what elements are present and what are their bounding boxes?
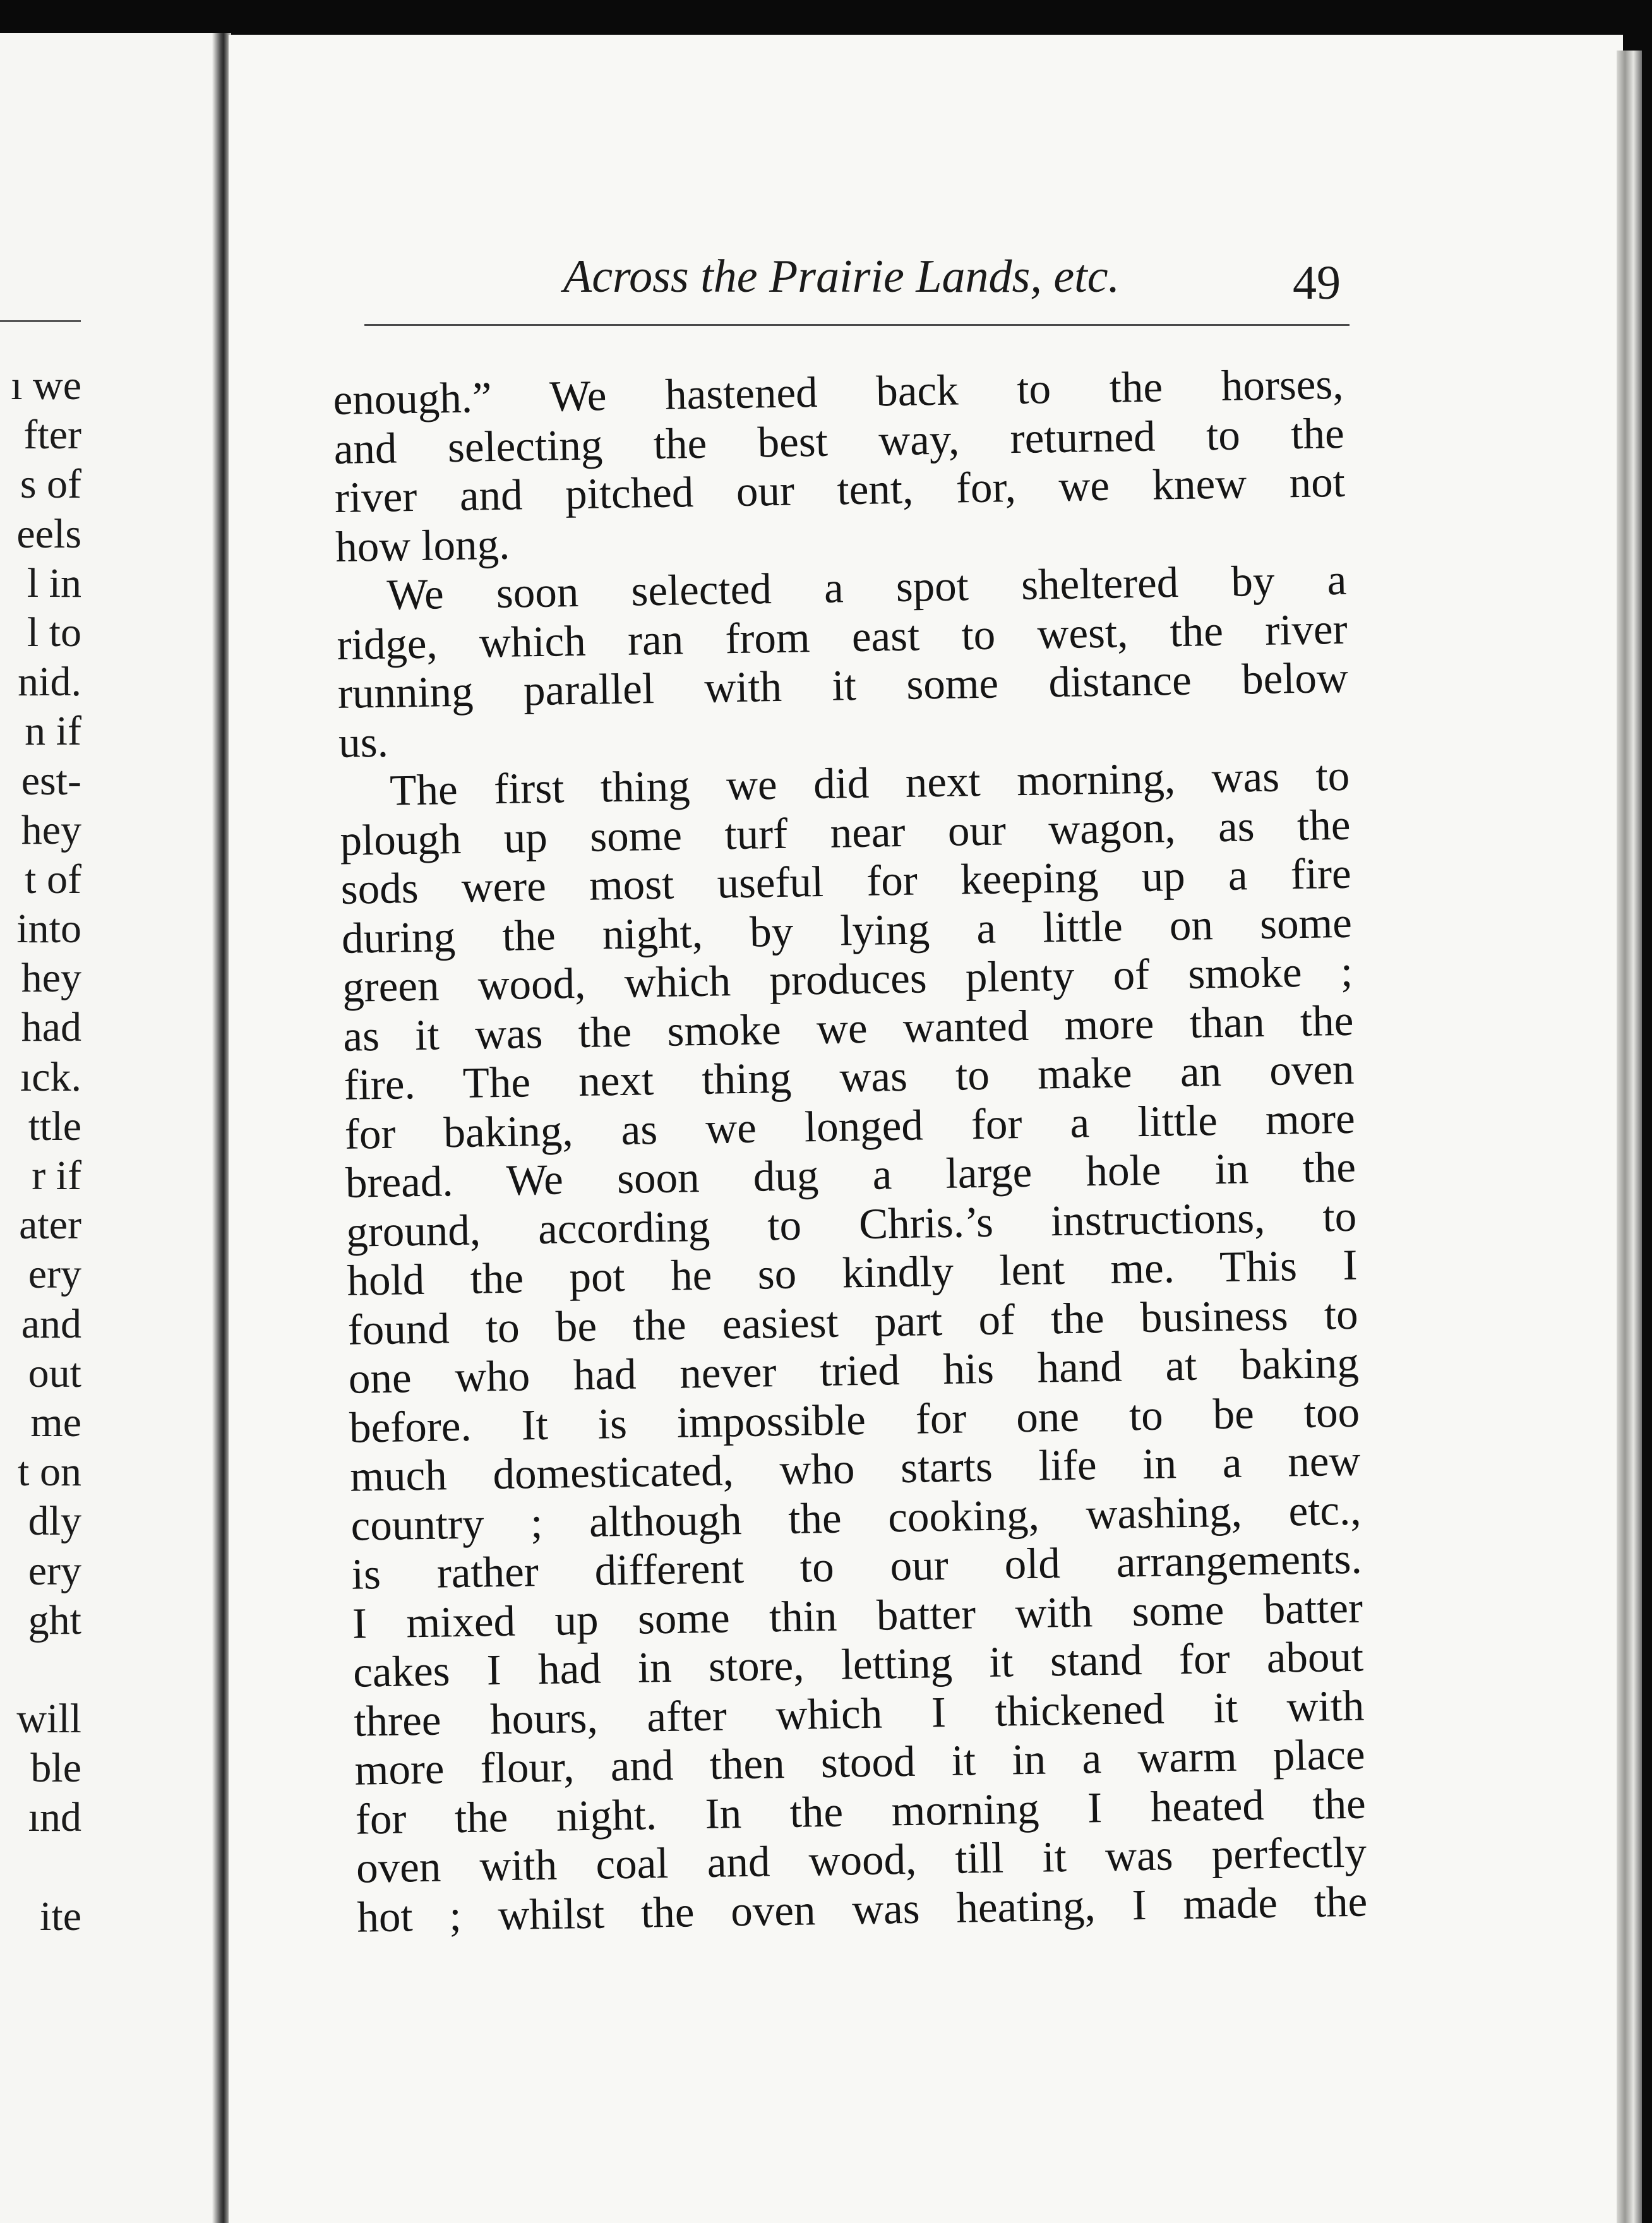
body-line: oven with coal and wood, till it was perfectly bbox=[356, 1828, 1367, 1892]
left-page-fragment: will bbox=[16, 1696, 81, 1742]
left-page-fragment: into bbox=[16, 906, 81, 952]
left-page-text-fragments bbox=[0, 361, 81, 1941]
left-page-fragment: ı we bbox=[11, 363, 81, 409]
left-page-fragment: ınd bbox=[28, 1794, 81, 1841]
header-rule bbox=[364, 324, 1350, 326]
left-page-fragment: nid. bbox=[18, 659, 81, 705]
body-line: more flour, and then stood it in a warm place bbox=[354, 1730, 1366, 1794]
body-line: before. It is impossible for one to be too bbox=[349, 1387, 1360, 1452]
left-page-fragment: ttle bbox=[28, 1103, 81, 1149]
left-page-fragment: dly bbox=[28, 1498, 81, 1545]
body-line: We soon selected a spot sheltered by a bbox=[386, 555, 1347, 619]
page-number: 49 bbox=[1293, 256, 1341, 309]
left-page-fragment: me bbox=[30, 1399, 81, 1446]
left-page-fragment: and bbox=[21, 1300, 81, 1347]
body-line: enough.” We hastened back to the horses, bbox=[333, 359, 1344, 424]
body-line: how long. bbox=[335, 520, 510, 571]
left-page-fragment: ıck. bbox=[20, 1053, 81, 1100]
left-page-fragment: r if bbox=[32, 1153, 81, 1199]
left-page-fragment: ght bbox=[28, 1597, 81, 1643]
body-line: plough up some turf near our wagon, as the bbox=[339, 800, 1351, 865]
body-line: green wood, which produces plenty of smoke ; bbox=[342, 947, 1353, 1011]
body-line: sods were most useful for keeping up a fire bbox=[340, 849, 1352, 913]
left-page-fragment: ery bbox=[28, 1251, 81, 1298]
body-line: fire. The next thing was to make an oven bbox=[344, 1045, 1355, 1109]
body-line: country ; although the cooking, washing, etc., bbox=[350, 1485, 1362, 1550]
left-page bbox=[0, 33, 224, 2223]
body-line: bread. We soon dug a large hole in the bbox=[345, 1142, 1356, 1207]
left-page-fragment: t on bbox=[18, 1449, 81, 1495]
left-page-fragment: fter bbox=[23, 412, 81, 458]
body-line: ridge, which ran from east to west, the river bbox=[337, 604, 1348, 669]
left-page-fragment: eels bbox=[16, 510, 81, 557]
body-line: and selecting the best way, returned to the bbox=[333, 409, 1345, 473]
body-line: cakes I had in store, letting it stand for about bbox=[352, 1632, 1364, 1696]
running-title: Across the Prairie Lands, etc. bbox=[563, 251, 1120, 303]
body-line: three hours, after which I thickened it with bbox=[353, 1681, 1365, 1746]
left-page-rule bbox=[0, 320, 81, 322]
body-line: one who had never tried his hand at baking bbox=[348, 1338, 1360, 1403]
left-page-fragment: est- bbox=[21, 757, 81, 804]
body-line: ground, according to Chris.’s instructions, to bbox=[345, 1192, 1357, 1256]
body-line: I mixed up some thin batter with some batter bbox=[352, 1583, 1363, 1648]
left-page-fragment: t of bbox=[25, 856, 81, 902]
right-page bbox=[229, 35, 1623, 2223]
body-line: running parallel with it some distance below bbox=[337, 653, 1349, 717]
body-line: river and pitched our tent, for, we knew not bbox=[334, 457, 1346, 522]
body-line: found to be the easiest part of the business to bbox=[347, 1290, 1359, 1354]
left-page-fragment: s of bbox=[20, 461, 81, 508]
left-page-fragment bbox=[0, 1645, 81, 1694]
left-page-fragment: out bbox=[28, 1350, 81, 1396]
left-page-fragment: n if bbox=[25, 708, 81, 755]
left-page-fragment: hey bbox=[21, 806, 81, 853]
body-line: hot ; whilst the oven was heating, I made the bbox=[356, 1877, 1368, 1941]
left-page-fragment: l to bbox=[27, 609, 81, 656]
body-line: during the night, by lying a little on some bbox=[341, 898, 1353, 962]
page-edge bbox=[1617, 51, 1642, 2223]
left-page-fragment: ater bbox=[19, 1202, 81, 1249]
body-line: as it was the smoke we wanted more than the bbox=[342, 996, 1354, 1060]
left-page-fragment: hey bbox=[21, 955, 81, 1002]
left-page-fragment: ery bbox=[28, 1547, 81, 1594]
body-line: The first thing we did next morning, was to bbox=[389, 751, 1350, 815]
left-page-fragment: had bbox=[21, 1004, 81, 1051]
left-page-fragment: ite bbox=[40, 1893, 81, 1939]
body-line: for baking, as we longed for a little more bbox=[344, 1094, 1356, 1158]
left-page-fragment: l in bbox=[27, 560, 81, 606]
body-line: much domesticated, who starts life in a new bbox=[349, 1436, 1361, 1501]
left-page-fragment: ble bbox=[30, 1745, 81, 1792]
left-page-fragment bbox=[0, 1843, 81, 1892]
page-header bbox=[229, 35, 1623, 338]
body-line: us. bbox=[338, 717, 389, 767]
body-line: for the night. In the morning I heated the bbox=[355, 1779, 1367, 1843]
body-line: is rather different to our old arrangements. bbox=[351, 1534, 1363, 1598]
body-text bbox=[333, 360, 1368, 1942]
body-line: hold the pot he so kindly lent me. This I bbox=[346, 1240, 1358, 1305]
